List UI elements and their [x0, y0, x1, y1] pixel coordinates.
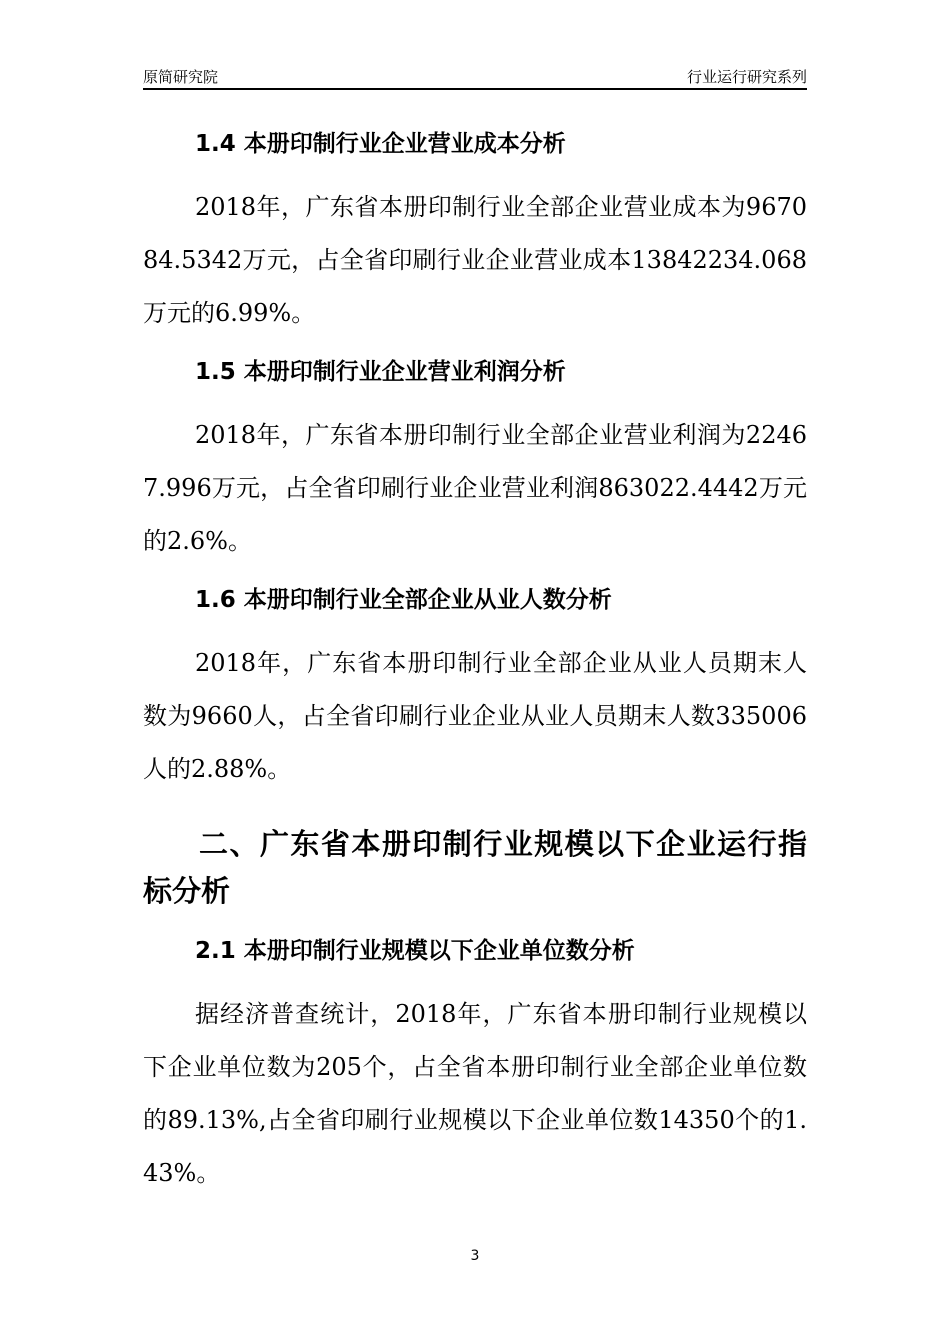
- section-heading-1-4: 1.4 本册印制行业企业营业成本分析: [195, 131, 566, 157]
- section-paragraph-1-5: 2018年，广东省本册印制行业全部企业营业利润为22467.996万元，占全省印刷行业企业营业利润863022.4442万元的2.6%。: [143, 421, 807, 555]
- chapter-title: 二、广东省本册印制行业规模以下企业运行指标分析: [143, 827, 807, 908]
- header-series-title: 行业运行研究系列: [686, 68, 807, 86]
- header-organization: 原简研究院: [143, 68, 219, 86]
- section-paragraph-1-4: 2018年，广东省本册印制行业全部企业营业成本为967084.5342万元，占全省印刷行业企业营业成本13842234.068万元的6.99%。: [143, 193, 807, 327]
- section-heading-2-1: 2.1 本册印制行业规模以下企业单位数分析: [195, 938, 635, 964]
- section-heading-1-6: 1.6 本册印制行业全部企业从业人数分析: [195, 587, 612, 613]
- page-content: [143, 128, 807, 1200]
- page-number: 3: [470, 1248, 480, 1264]
- section-paragraph-2-1: 据经济普查统计，2018年，广东省本册印制行业规模以下企业单位数为205个，占全省本册印制行业全部企业单位数的89.13%,占全省印刷行业规模以下企业单位数14350个的1.43%。: [143, 1000, 807, 1187]
- section-heading-1-5: 1.5 本册印制行业企业营业利润分析: [195, 359, 566, 385]
- page-header: [143, 62, 807, 90]
- section-paragraph-1-6: 2018年，广东省本册印制行业全部企业从业人员期末人数为9660人，占全省印刷行业企业从业人员期末人数335006人的2.88%。: [143, 649, 807, 783]
